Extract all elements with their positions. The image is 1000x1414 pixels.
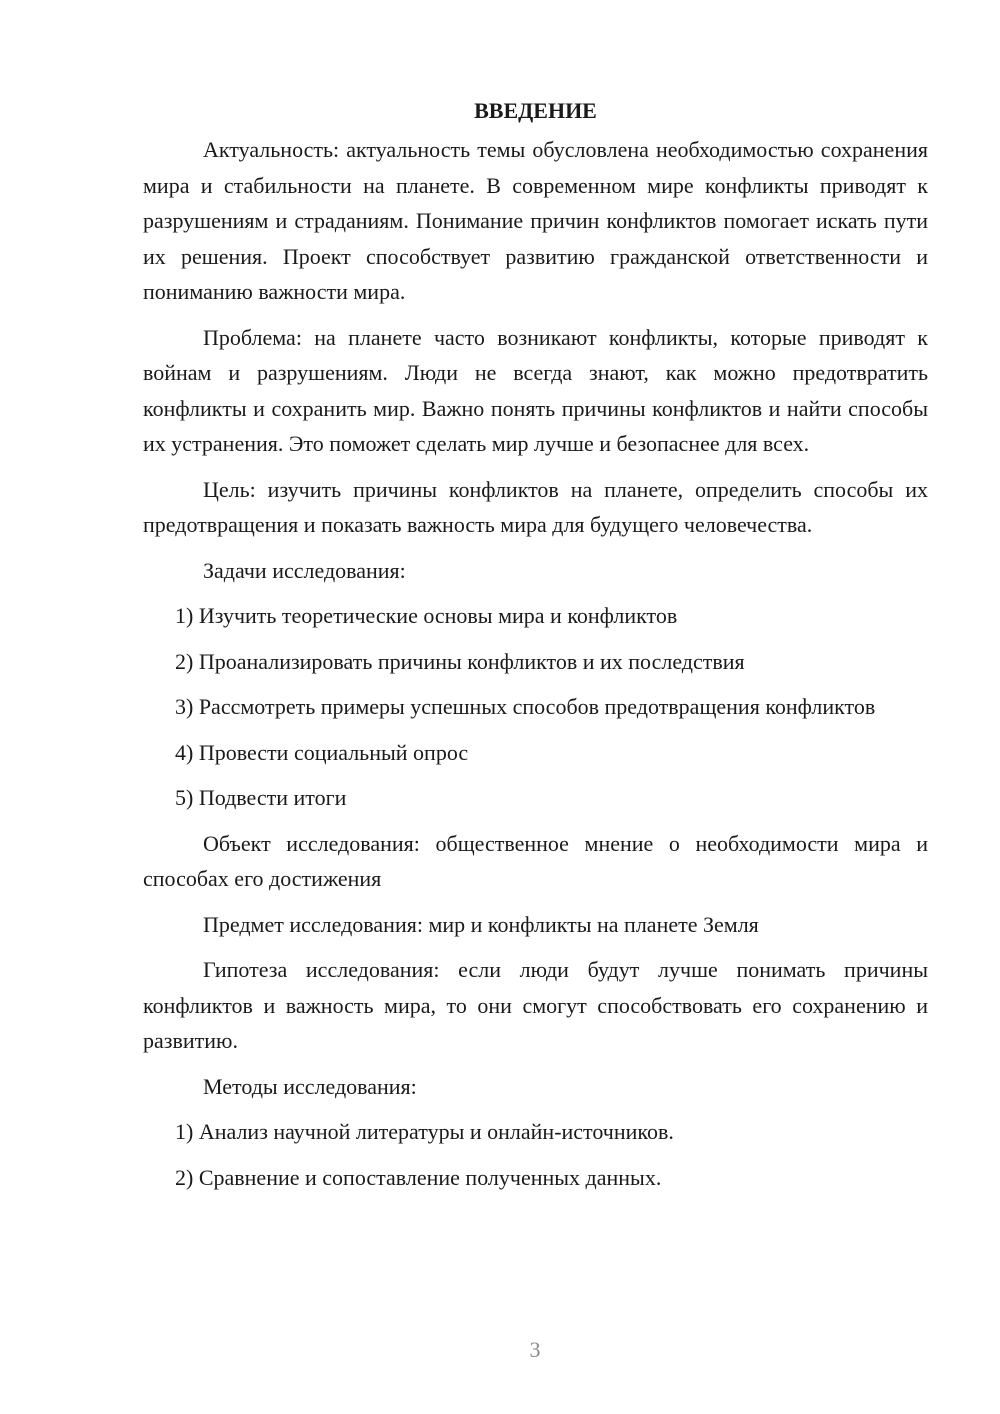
task-item: 3) Рассмотреть примеры успешных способов предотвращения конфликтов [175, 694, 876, 719]
page-content [143, 93, 928, 1205]
tasks-heading: Задачи исследования: [203, 557, 406, 583]
object-paragraph: Объект исследования: общественное мнение о необходимости мира и способах его достижения [143, 830, 928, 891]
goal-paragraph: Цель: изучить причины конфликтов на планете, определить способы их предотвращения и показать важность мира для будущего человечества. [143, 476, 928, 537]
subject-paragraph: Предмет исследования: мир и конфликты на планете Земля [203, 911, 759, 937]
relevance-paragraph: Актуальность: актуальность темы обусловлена необходимостью сохранения мира и стабильности на планете. В современном мире конфликты приводят к разрушениям и страданиям. Понимание причин конфликтов помогает искать пути их решения. Проект способствует развитию гражданской ответственности и пониманию важности мира. [143, 137, 928, 304]
page-number: 3 [529, 1337, 541, 1362]
task-item: 2) Проанализировать причины конфликтов и их последствия [175, 648, 745, 674]
method-item: 2) Сравнение и сопоставление полученных данных. [175, 1164, 662, 1190]
problem-paragraph: Проблема: на планете часто возникают конфликты, которые приводят к войнам и разрушениям. Люди не всегда знают, как можно предотвратить конфликты и сохранить мир. Важно понять причины конфликтов и найти способы их устранения. Это поможет сделать мир лучше и безопаснее для всех. [143, 324, 928, 456]
task-item: 4) Провести социальный опрос [175, 739, 469, 765]
hypothesis-paragraph: Гипотеза исследования: если люди будут лучше понимать причины конфликтов и важность мира, то они смогут способствовать его сохранению и развитию. [143, 957, 928, 1053]
method-item: 1) Анализ научной литературы и онлайн-источников. [175, 1119, 674, 1144]
task-item: 5) Подвести итоги [175, 785, 347, 810]
task-item: 1) Изучить теоретические основы мира и конфликтов [175, 603, 678, 628]
section-title: ВВЕДЕНИЕ [474, 98, 597, 123]
methods-heading: Методы исследования: [203, 1073, 417, 1099]
